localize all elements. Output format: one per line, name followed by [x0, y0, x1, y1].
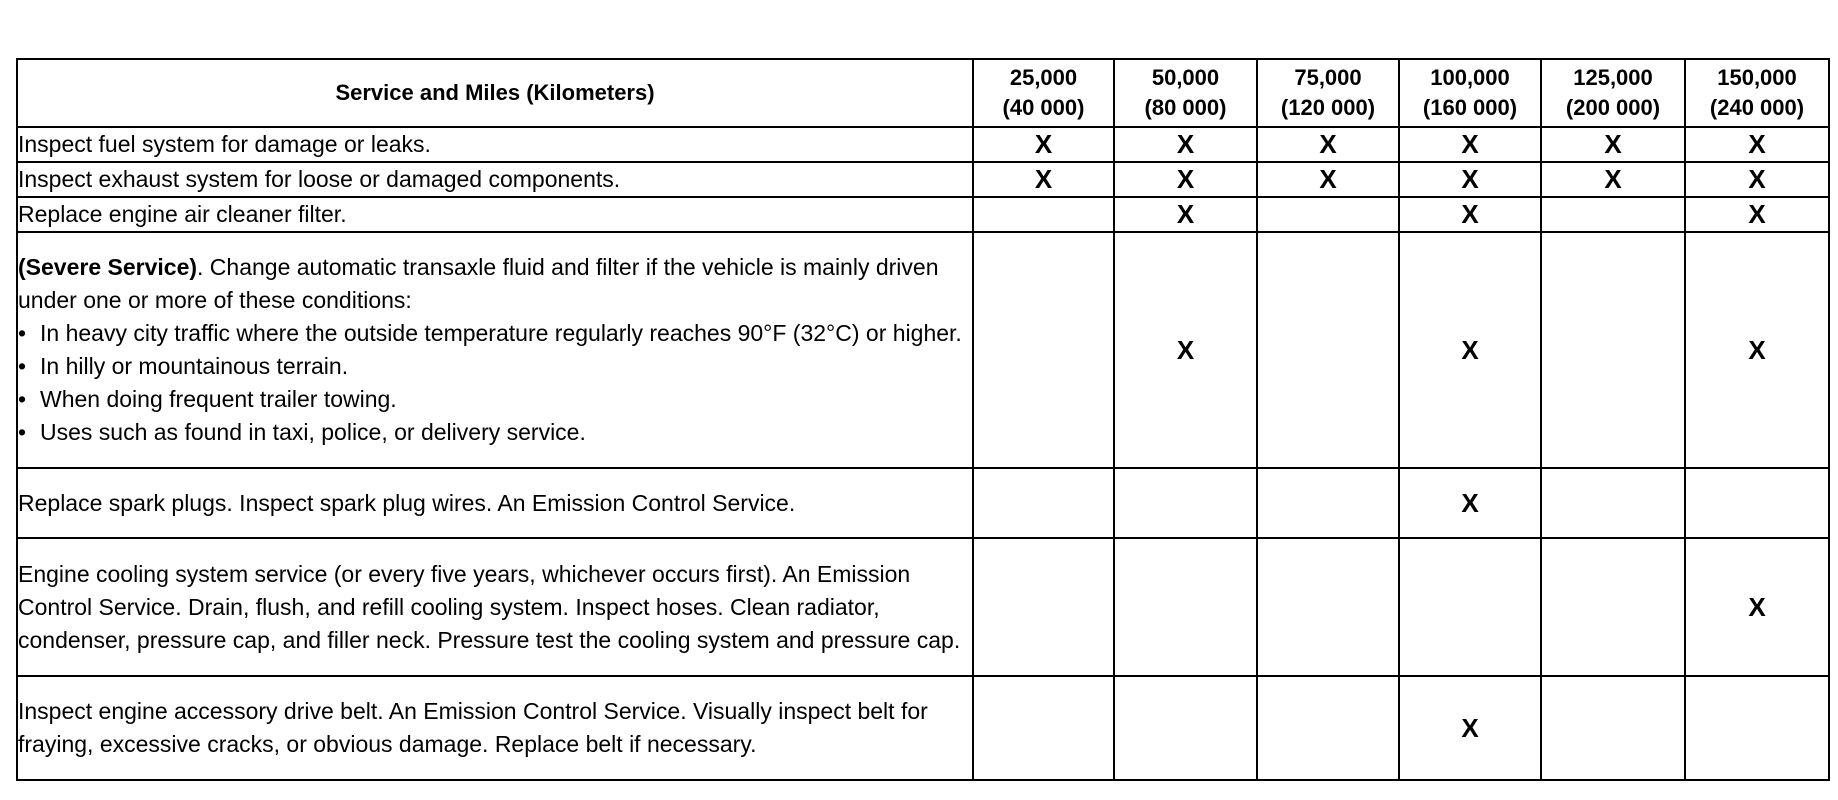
service-description: Inspect engine accessory drive belt. An Emission Control Service. Visually inspect belt for fraying, excessive cracks, or obvious damage. Replace belt if necessary. [17, 676, 973, 780]
service-mark [973, 468, 1114, 538]
interval-km: (80 000) [1144, 95, 1227, 120]
service-mark [973, 197, 1114, 232]
interval-km: (160 000) [1422, 95, 1518, 120]
interval-miles: 150,000 [1717, 65, 1797, 90]
service-mark: X [1399, 162, 1541, 197]
service-mark [1541, 197, 1685, 232]
service-mark [1257, 676, 1399, 780]
service-mark: X [1541, 162, 1685, 197]
service-mark [1114, 468, 1257, 538]
service-mark: X [1399, 676, 1541, 780]
interval-miles: 125,000 [1573, 65, 1653, 90]
service-mark: X [1685, 232, 1829, 468]
interval-km: (200 000) [1565, 95, 1661, 120]
condition-bullet [18, 383, 972, 416]
service-mark: X [973, 127, 1114, 162]
service-mark: X [1399, 197, 1541, 232]
interval-header-125000 [1541, 59, 1685, 127]
bullet-icon: • [18, 320, 27, 346]
service-mark [1541, 676, 1685, 780]
condition-text: Uses such as found in taxi, police, or delivery service. [40, 419, 586, 445]
service-mark: X [973, 162, 1114, 197]
service-mark: X [1685, 127, 1829, 162]
table-row [17, 468, 1829, 538]
interval-header-25000 [973, 59, 1114, 127]
interval-header-75000 [1257, 59, 1399, 127]
service-mark: X [1399, 468, 1541, 538]
service-mark [1257, 197, 1399, 232]
service-mark: X [1114, 162, 1257, 197]
condition-bullet [18, 350, 972, 383]
header-row [17, 59, 1829, 127]
service-mark [1257, 538, 1399, 676]
service-mark [1114, 676, 1257, 780]
interval-miles: 50,000 [1151, 65, 1220, 90]
interval-header-150000 [1685, 59, 1829, 127]
service-mark [1257, 468, 1399, 538]
interval-miles: 100,000 [1430, 65, 1510, 90]
service-description: Inspect exhaust system for loose or damaged components. [17, 162, 973, 197]
service-mark [1399, 538, 1541, 676]
condition-bullet [18, 416, 972, 449]
interval-miles: 25,000 [1009, 65, 1078, 90]
service-mark: X [1114, 127, 1257, 162]
bullet-icon: • [18, 386, 27, 412]
service-description: Replace spark plugs. Inspect spark plug wires. An Emission Control Service. [17, 468, 973, 538]
service-mark [1685, 676, 1829, 780]
service-mark [973, 676, 1114, 780]
service-mark: X [1685, 538, 1829, 676]
service-description: Replace engine air cleaner filter. [17, 197, 973, 232]
service-mark: X [1257, 162, 1399, 197]
service-mark [1257, 232, 1399, 468]
bullet-icon: • [18, 353, 27, 379]
bullet-icon: • [18, 419, 27, 445]
service-mark: X [1399, 232, 1541, 468]
table-row [17, 127, 1829, 162]
service-mark [1541, 232, 1685, 468]
interval-miles: 75,000 [1294, 65, 1362, 90]
service-mark [973, 232, 1114, 468]
interval-km: (120 000) [1280, 95, 1376, 120]
condition-bullet [18, 317, 972, 350]
service-mark: X [1541, 127, 1685, 162]
service-mark [1541, 468, 1685, 538]
maintenance-schedule-table [16, 58, 1830, 781]
table-row [17, 538, 1829, 676]
service-description: Inspect fuel system for damage or leaks. [17, 127, 973, 162]
interval-km: (40 000) [1002, 95, 1085, 120]
condition-text: When doing frequent trailer towing. [40, 386, 397, 412]
service-mark: X [1114, 232, 1257, 468]
table-row [17, 162, 1829, 197]
interval-header-100000 [1399, 59, 1541, 127]
service-mark [1114, 538, 1257, 676]
severe-service-text: . Change automatic transaxle fluid and filter if the vehicle is mainly driven under one or more of these conditions: [18, 254, 939, 313]
interval-header-50000 [1114, 59, 1257, 127]
service-mark [1685, 468, 1829, 538]
service-mark: X [1685, 162, 1829, 197]
table-row [17, 676, 1829, 780]
service-mark [1541, 538, 1685, 676]
service-mark: X [1114, 197, 1257, 232]
service-mark: X [1399, 127, 1541, 162]
condition-text: In heavy city traffic where the outside temperature regularly reaches 90°F (32°C) or higher. [40, 320, 962, 346]
table-row [17, 232, 1829, 468]
service-column-header: Service and Miles (Kilometers) [17, 59, 973, 127]
service-mark: X [1257, 127, 1399, 162]
service-mark [973, 538, 1114, 676]
service-description [17, 232, 973, 468]
severe-service-label: (Severe Service) [18, 254, 198, 280]
service-description: Engine cooling system service (or every five years, whichever occurs first). An Emission Control Service. Drain, flush, and refill cooling system. Inspect hoses. Clean radiator, condenser, pressure cap, and filler neck. Pressure test the cooling system and pressure cap. [17, 538, 973, 676]
table-row [17, 197, 1829, 232]
condition-text: In hilly or mountainous terrain. [40, 353, 349, 379]
service-mark: X [1685, 197, 1829, 232]
interval-km: (240 000) [1709, 95, 1805, 120]
